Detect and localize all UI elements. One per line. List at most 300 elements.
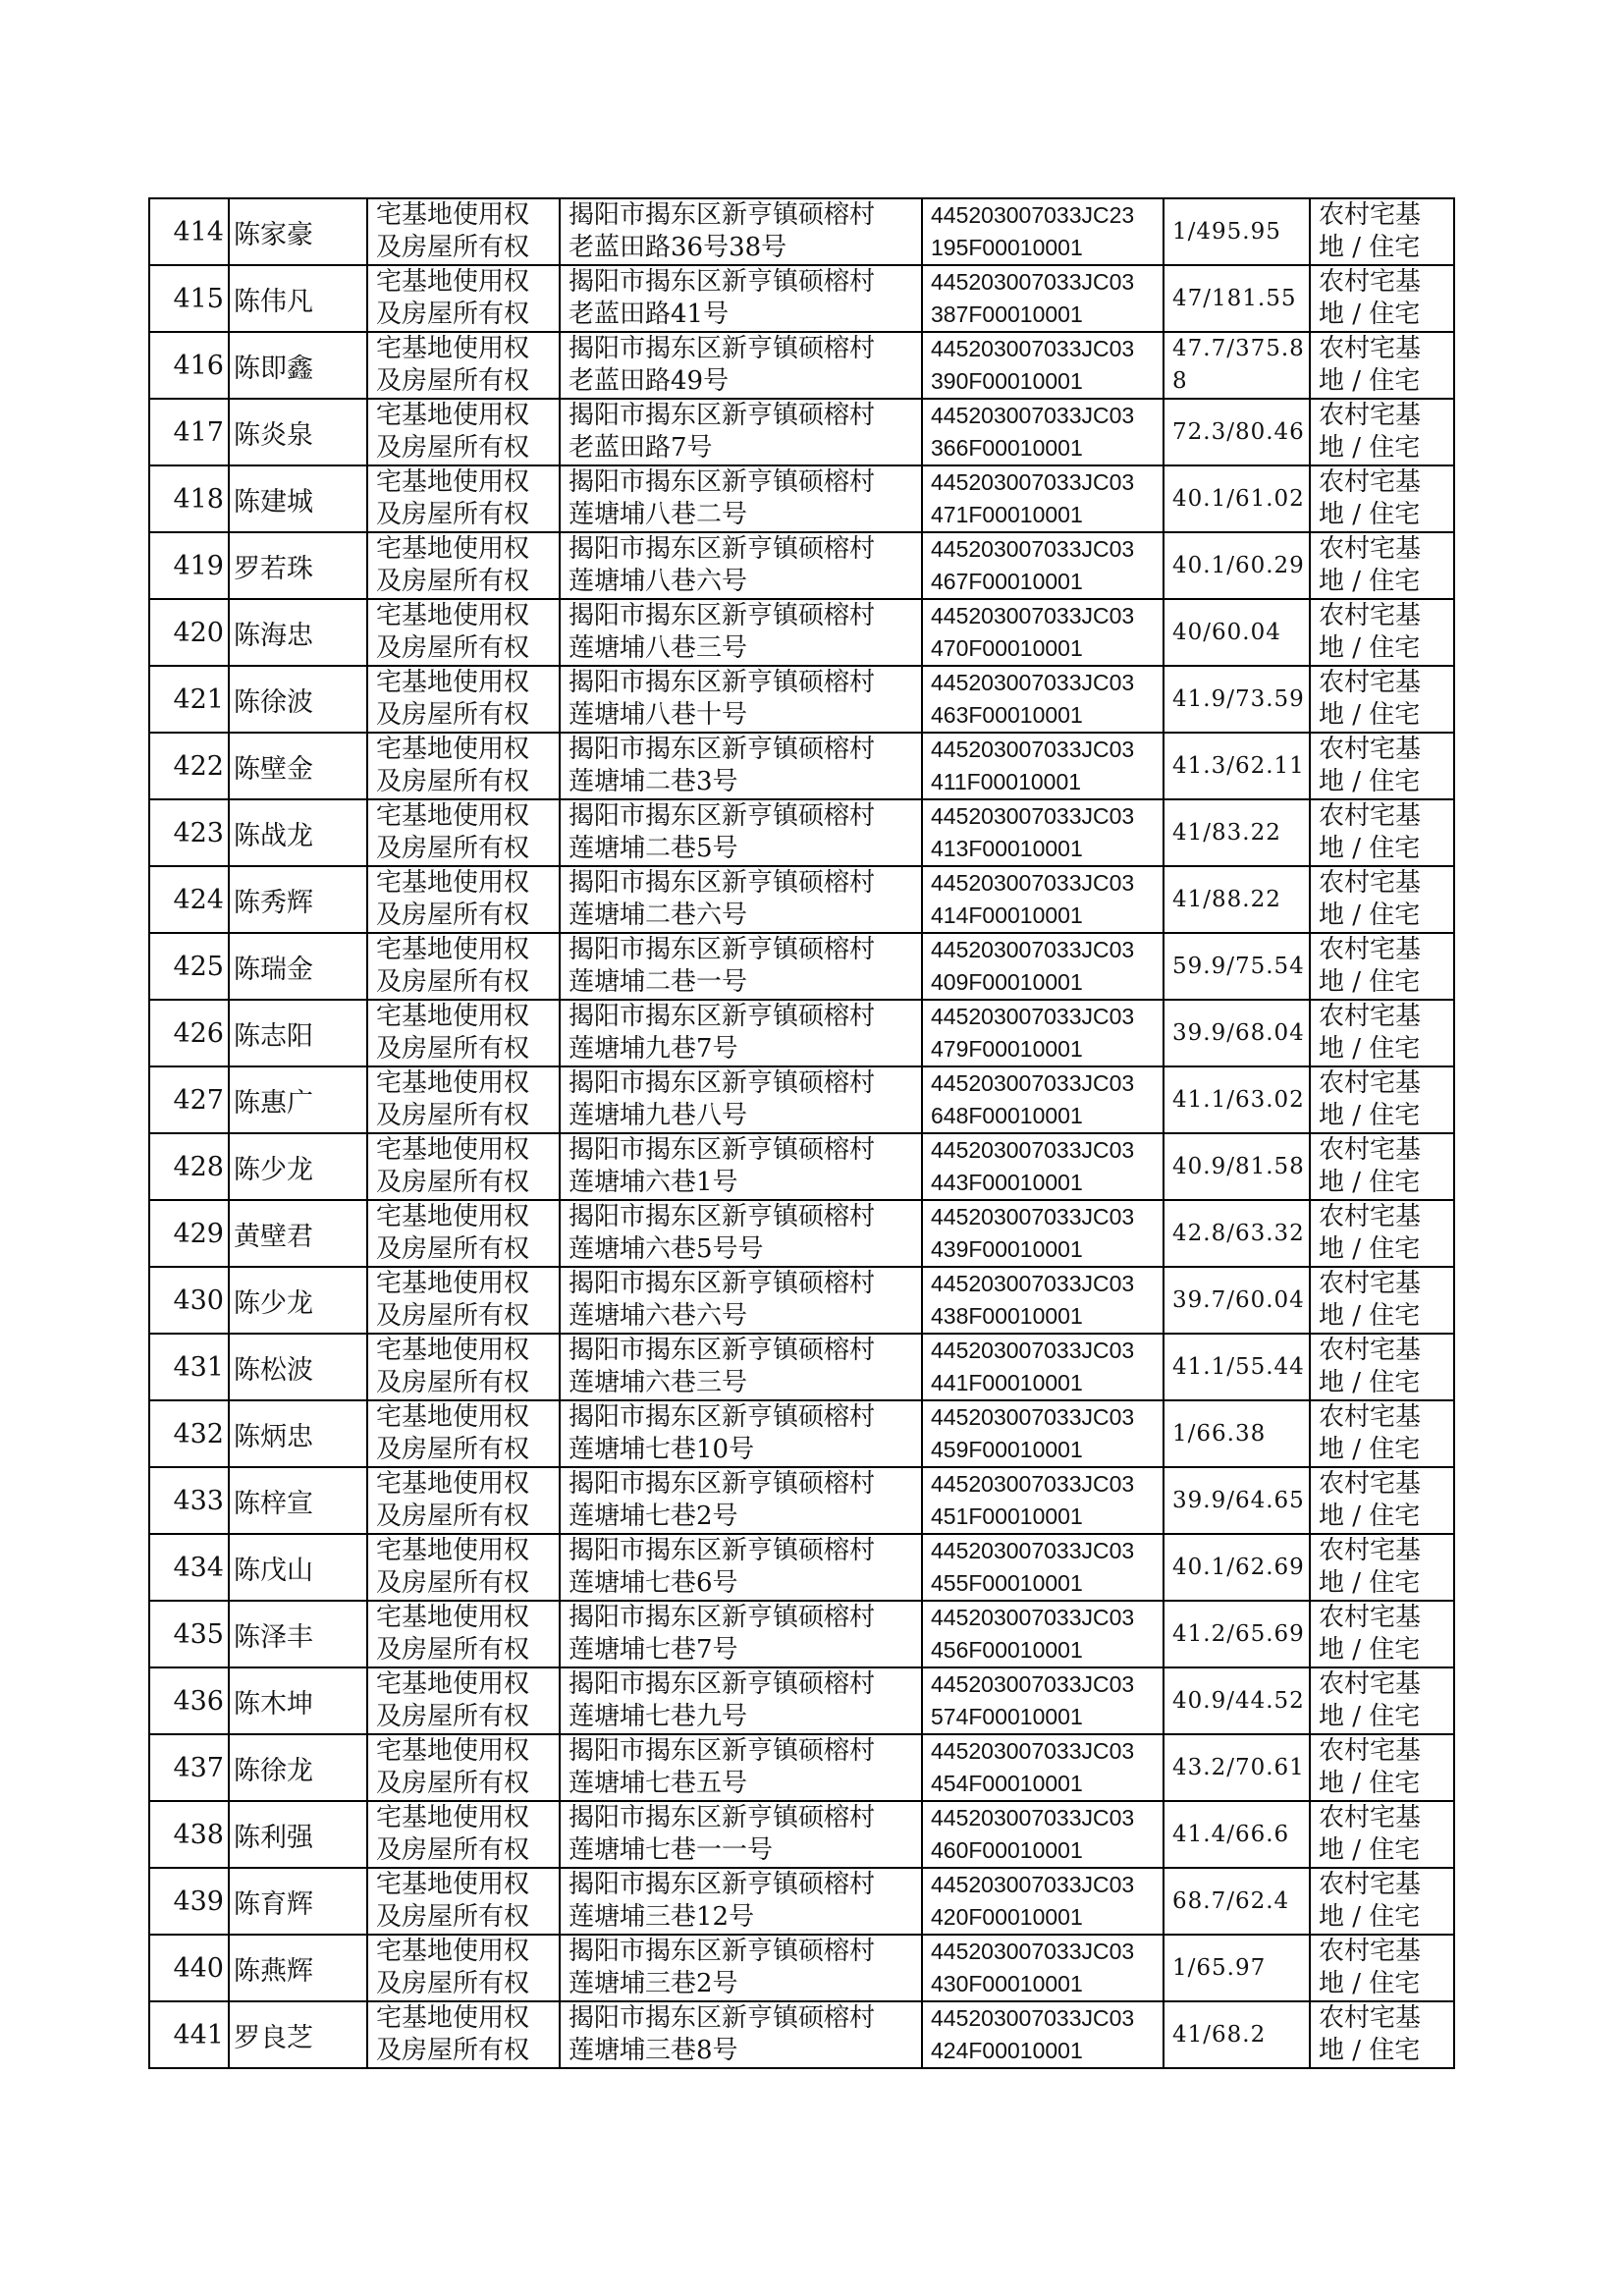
area-value bbox=[1164, 1935, 1310, 2001]
table-row bbox=[149, 465, 1454, 532]
row-number: 432 bbox=[149, 1400, 229, 1467]
property-address bbox=[560, 198, 922, 265]
area-text: 40.9/81.58 bbox=[1172, 1153, 1305, 1179]
land-use-line: 地 / 住宅 bbox=[1319, 1301, 1421, 1331]
land-use bbox=[1310, 1267, 1454, 1334]
unit-code-line: 445203007033JC03 bbox=[931, 1605, 1135, 1630]
address-line: 揭阳市揭东区新亨镇硕榕村 bbox=[568, 1536, 876, 1565]
area-value bbox=[1164, 1400, 1310, 1467]
address-line: 莲塘埔六巷三号 bbox=[568, 1368, 748, 1397]
address-line: 揭阳市揭东区新亨镇硕榕村 bbox=[568, 334, 876, 363]
land-use-line: 农村宅基 bbox=[1319, 1469, 1422, 1499]
right-type-line: 及房屋所有权 bbox=[376, 1034, 530, 1064]
area-text: 41.2/65.69 bbox=[1172, 1620, 1305, 1647]
area-text: 41.9/73.59 bbox=[1172, 685, 1305, 712]
unit-code-line: 445203007033JC03 bbox=[931, 1338, 1135, 1363]
owner-name: 陈育辉 bbox=[229, 1868, 367, 1935]
land-use bbox=[1310, 1935, 1454, 2001]
table-row bbox=[149, 332, 1454, 399]
row-number: 437 bbox=[149, 1734, 229, 1801]
unit-code-line: 445203007033JC03 bbox=[931, 603, 1135, 628]
address-line: 莲塘埔三巷2号 bbox=[568, 1969, 738, 1998]
row-number: 436 bbox=[149, 1667, 229, 1734]
right-type bbox=[367, 2001, 560, 2068]
owner-name: 陈壁金 bbox=[229, 733, 367, 799]
address-line: 揭阳市揭东区新亨镇硕榕村 bbox=[568, 1603, 876, 1632]
unit-code bbox=[922, 1667, 1164, 1734]
area-text: 42.8/63.32 bbox=[1172, 1220, 1305, 1246]
land-use-line: 地 / 住宅 bbox=[1319, 1234, 1421, 1264]
address-line: 揭阳市揭东区新亨镇硕榕村 bbox=[568, 1068, 876, 1098]
property-address bbox=[560, 1400, 922, 1467]
table-row bbox=[149, 1801, 1454, 1868]
area-text: 41.4/66.6 bbox=[1172, 1821, 1290, 1847]
area-value bbox=[1164, 933, 1310, 1000]
row-number: 427 bbox=[149, 1066, 229, 1133]
area-text: 43.2/70.61 bbox=[1172, 1754, 1305, 1780]
right-type-line: 及房屋所有权 bbox=[376, 300, 530, 329]
land-use-line: 农村宅基 bbox=[1319, 601, 1422, 630]
land-use-line: 农村宅基 bbox=[1319, 1202, 1422, 1231]
owner-name: 罗若珠 bbox=[229, 532, 367, 599]
address-line: 揭阳市揭东区新亨镇硕榕村 bbox=[568, 1402, 876, 1432]
right-type bbox=[367, 933, 560, 1000]
property-address bbox=[560, 332, 922, 399]
land-use-line: 地 / 住宅 bbox=[1319, 1969, 1421, 1998]
address-line: 揭阳市揭东区新亨镇硕榕村 bbox=[568, 1937, 876, 1966]
unit-code-line: 420F00010001 bbox=[931, 1904, 1083, 1930]
address-line: 揭阳市揭东区新亨镇硕榕村 bbox=[568, 1669, 876, 1699]
address-line: 揭阳市揭东区新亨镇硕榕村 bbox=[568, 1269, 876, 1298]
right-type bbox=[367, 666, 560, 733]
address-line: 莲塘埔八巷三号 bbox=[568, 633, 748, 663]
address-line: 揭阳市揭东区新亨镇硕榕村 bbox=[568, 1336, 876, 1365]
address-line: 揭阳市揭东区新亨镇硕榕村 bbox=[568, 601, 876, 630]
property-address bbox=[560, 1868, 922, 1935]
right-type-line: 宅基地使用权 bbox=[376, 1870, 530, 1899]
table-body bbox=[149, 198, 1454, 2068]
property-address bbox=[560, 1667, 922, 1734]
right-type bbox=[367, 1734, 560, 1801]
address-line: 揭阳市揭东区新亨镇硕榕村 bbox=[568, 1002, 876, 1031]
owner-name: 陈海忠 bbox=[229, 599, 367, 666]
land-use-line: 地 / 住宅 bbox=[1319, 1568, 1421, 1598]
address-line: 莲塘埔七巷2号 bbox=[568, 1502, 738, 1531]
right-type-line: 宅基地使用权 bbox=[376, 1803, 530, 1832]
right-type-line: 宅基地使用权 bbox=[376, 868, 530, 898]
unit-code-line: 445203007033JC03 bbox=[931, 403, 1135, 428]
right-type-line: 宅基地使用权 bbox=[376, 2003, 530, 2033]
row-number: 431 bbox=[149, 1334, 229, 1400]
land-use-line: 农村宅基 bbox=[1319, 200, 1422, 230]
address-line: 揭阳市揭东区新亨镇硕榕村 bbox=[568, 401, 876, 430]
land-use-line: 农村宅基 bbox=[1319, 668, 1422, 697]
owner-name: 陈燕辉 bbox=[229, 1935, 367, 2001]
right-type-line: 及房屋所有权 bbox=[376, 366, 530, 396]
owner-name: 黄壁君 bbox=[229, 1200, 367, 1267]
right-type-line: 宅基地使用权 bbox=[376, 1336, 530, 1365]
land-use bbox=[1310, 733, 1454, 799]
unit-code-line: 445203007033JC03 bbox=[931, 1738, 1135, 1764]
owner-name: 陈泽丰 bbox=[229, 1601, 367, 1667]
area-text: 47/181.55 bbox=[1172, 285, 1297, 311]
table-row bbox=[149, 1467, 1454, 1534]
land-use-line: 地 / 住宅 bbox=[1319, 834, 1421, 863]
owner-name: 陈建城 bbox=[229, 465, 367, 532]
right-type bbox=[367, 1801, 560, 1868]
unit-code bbox=[922, 1200, 1164, 1267]
right-type-line: 及房屋所有权 bbox=[376, 1902, 530, 1932]
right-type-line: 及房屋所有权 bbox=[376, 2036, 530, 2065]
right-type bbox=[367, 733, 560, 799]
right-type-line: 及房屋所有权 bbox=[376, 834, 530, 863]
row-number: 426 bbox=[149, 1000, 229, 1066]
owner-name: 陈徐龙 bbox=[229, 1734, 367, 1801]
unit-code-line: 445203007033JC03 bbox=[931, 2005, 1135, 2031]
unit-code bbox=[922, 1601, 1164, 1667]
area-value bbox=[1164, 666, 1310, 733]
property-address bbox=[560, 599, 922, 666]
area-text: 39.9/64.65 bbox=[1172, 1487, 1305, 1513]
land-use bbox=[1310, 332, 1454, 399]
owner-name: 陈木坤 bbox=[229, 1667, 367, 1734]
address-line: 揭阳市揭东区新亨镇硕榕村 bbox=[568, 1736, 876, 1766]
unit-code-line: 574F00010001 bbox=[931, 1704, 1083, 1729]
row-number: 423 bbox=[149, 799, 229, 866]
land-use-line: 农村宅基 bbox=[1319, 868, 1422, 898]
right-type-line: 宅基地使用权 bbox=[376, 668, 530, 697]
address-line: 老蓝田路7号 bbox=[568, 433, 713, 463]
right-type-line: 宅基地使用权 bbox=[376, 1202, 530, 1231]
owner-name: 陈徐波 bbox=[229, 666, 367, 733]
address-line: 揭阳市揭东区新亨镇硕榕村 bbox=[568, 467, 876, 497]
land-use bbox=[1310, 399, 1454, 465]
table-row bbox=[149, 198, 1454, 265]
land-use-line: 地 / 住宅 bbox=[1319, 500, 1421, 529]
table-row bbox=[149, 1000, 1454, 1066]
area-text: 39.7/60.04 bbox=[1172, 1286, 1305, 1313]
table-row bbox=[149, 1267, 1454, 1334]
land-use bbox=[1310, 1066, 1454, 1133]
address-line: 莲塘埔七巷九号 bbox=[568, 1702, 748, 1731]
row-number: 440 bbox=[149, 1935, 229, 2001]
right-type-line: 及房屋所有权 bbox=[376, 433, 530, 463]
right-type bbox=[367, 399, 560, 465]
unit-code-line: 439F00010001 bbox=[931, 1236, 1083, 1262]
area-value bbox=[1164, 1133, 1310, 1200]
table-row bbox=[149, 532, 1454, 599]
area-value bbox=[1164, 1467, 1310, 1534]
area-value bbox=[1164, 2001, 1310, 2068]
area-text: 40.9/44.52 bbox=[1172, 1687, 1305, 1714]
land-use bbox=[1310, 1534, 1454, 1601]
land-use-line: 地 / 住宅 bbox=[1319, 233, 1421, 262]
area-value bbox=[1164, 399, 1310, 465]
right-type-line: 宅基地使用权 bbox=[376, 1469, 530, 1499]
area-value bbox=[1164, 1734, 1310, 1801]
address-line: 老蓝田路41号 bbox=[568, 300, 730, 329]
owner-name: 陈利强 bbox=[229, 1801, 367, 1868]
address-line: 莲塘埔二巷3号 bbox=[568, 767, 738, 796]
table-row bbox=[149, 265, 1454, 332]
property-address bbox=[560, 799, 922, 866]
unit-code-line: 445203007033JC03 bbox=[931, 1137, 1135, 1163]
right-type-line: 及房屋所有权 bbox=[376, 1702, 530, 1731]
land-use bbox=[1310, 933, 1454, 1000]
land-use bbox=[1310, 465, 1454, 532]
unit-code-line: 445203007033JC03 bbox=[931, 336, 1135, 361]
row-number: 420 bbox=[149, 599, 229, 666]
address-line: 揭阳市揭东区新亨镇硕榕村 bbox=[568, 267, 876, 297]
right-type-line: 及房屋所有权 bbox=[376, 1168, 530, 1197]
right-type-line: 及房屋所有权 bbox=[376, 1368, 530, 1397]
unit-code bbox=[922, 332, 1164, 399]
address-line: 莲塘埔二巷六号 bbox=[568, 901, 748, 930]
area-value bbox=[1164, 1868, 1310, 1935]
land-use-line: 地 / 住宅 bbox=[1319, 1368, 1421, 1397]
unit-code-line: 438F00010001 bbox=[931, 1303, 1083, 1329]
right-type bbox=[367, 1467, 560, 1534]
unit-code bbox=[922, 399, 1164, 465]
unit-code-line: 445203007033JC23 bbox=[931, 202, 1135, 228]
unit-code bbox=[922, 1534, 1164, 1601]
address-line: 揭阳市揭东区新亨镇硕榕村 bbox=[568, 1135, 876, 1165]
address-line: 揭阳市揭东区新亨镇硕榕村 bbox=[568, 1803, 876, 1832]
land-use-line: 农村宅基 bbox=[1319, 1135, 1422, 1165]
property-address bbox=[560, 1267, 922, 1334]
land-use-line: 地 / 住宅 bbox=[1319, 1902, 1421, 1932]
property-address bbox=[560, 1601, 922, 1667]
unit-code bbox=[922, 1400, 1164, 1467]
unit-code bbox=[922, 198, 1164, 265]
table-row bbox=[149, 399, 1454, 465]
right-type-line: 宅基地使用权 bbox=[376, 334, 530, 363]
area-text: 41/88.22 bbox=[1172, 886, 1281, 912]
area-value bbox=[1164, 198, 1310, 265]
owner-name: 陈家豪 bbox=[229, 198, 367, 265]
address-line: 老蓝田路36号38号 bbox=[568, 233, 787, 262]
property-address bbox=[560, 933, 922, 1000]
area-text: 41.1/55.44 bbox=[1172, 1353, 1305, 1380]
right-type-line: 及房屋所有权 bbox=[376, 500, 530, 529]
land-use-line: 地 / 住宅 bbox=[1319, 1835, 1421, 1865]
table-row bbox=[149, 933, 1454, 1000]
area-value bbox=[1164, 332, 1310, 399]
land-use-line: 地 / 住宅 bbox=[1319, 2036, 1421, 2065]
land-use bbox=[1310, 1801, 1454, 1868]
owner-name: 陈战龙 bbox=[229, 799, 367, 866]
row-number: 416 bbox=[149, 332, 229, 399]
unit-code bbox=[922, 733, 1164, 799]
land-use-line: 农村宅基 bbox=[1319, 534, 1422, 564]
unit-code-line: 411F00010001 bbox=[931, 769, 1082, 794]
land-use-line: 地 / 住宅 bbox=[1319, 366, 1421, 396]
address-line: 莲塘埔六巷1号 bbox=[568, 1168, 738, 1197]
table-row bbox=[149, 1935, 1454, 2001]
property-address bbox=[560, 666, 922, 733]
unit-code-line: 471F00010001 bbox=[931, 502, 1083, 527]
right-type-line: 宅基地使用权 bbox=[376, 1669, 530, 1699]
unit-code bbox=[922, 933, 1164, 1000]
land-use-line: 地 / 住宅 bbox=[1319, 1702, 1421, 1731]
table-row bbox=[149, 2001, 1454, 2068]
address-line: 莲塘埔二巷5号 bbox=[568, 834, 738, 863]
land-use-line: 农村宅基 bbox=[1319, 1536, 1422, 1565]
table-row bbox=[149, 1400, 1454, 1467]
unit-code-line: 409F00010001 bbox=[931, 969, 1083, 995]
table-row bbox=[149, 1868, 1454, 1935]
owner-name: 陈志阳 bbox=[229, 1000, 367, 1066]
land-use bbox=[1310, 198, 1454, 265]
land-use-line: 农村宅基 bbox=[1319, 2003, 1422, 2033]
area-value bbox=[1164, 1200, 1310, 1267]
unit-code-line: 479F00010001 bbox=[931, 1036, 1083, 1062]
unit-code bbox=[922, 1734, 1164, 1801]
land-use-line: 农村宅基 bbox=[1319, 1803, 1422, 1832]
row-number: 441 bbox=[149, 2001, 229, 2068]
address-line: 莲塘埔三巷8号 bbox=[568, 2036, 738, 2065]
land-use bbox=[1310, 1868, 1454, 1935]
property-address bbox=[560, 465, 922, 532]
area-text: 1/66.38 bbox=[1172, 1420, 1267, 1447]
area-value bbox=[1164, 1267, 1310, 1334]
unit-code bbox=[922, 1935, 1164, 2001]
right-type-line: 宅基地使用权 bbox=[376, 601, 530, 630]
table-row bbox=[149, 1667, 1454, 1734]
unit-code-line: 459F00010001 bbox=[931, 1437, 1083, 1462]
registry-table bbox=[148, 197, 1455, 2069]
row-number: 419 bbox=[149, 532, 229, 599]
owner-name: 陈瑞金 bbox=[229, 933, 367, 1000]
land-use-line: 农村宅基 bbox=[1319, 935, 1422, 964]
right-type bbox=[367, 1534, 560, 1601]
owner-name: 陈秀辉 bbox=[229, 866, 367, 933]
land-use-line: 农村宅基 bbox=[1319, 735, 1422, 764]
row-number: 438 bbox=[149, 1801, 229, 1868]
right-type-line: 宅基地使用权 bbox=[376, 935, 530, 964]
unit-code-line: 445203007033JC03 bbox=[931, 1538, 1135, 1563]
table-row bbox=[149, 733, 1454, 799]
right-type-line: 宅基地使用权 bbox=[376, 467, 530, 497]
right-type-line: 宅基地使用权 bbox=[376, 1068, 530, 1098]
land-use-line: 地 / 住宅 bbox=[1319, 1502, 1421, 1531]
property-address bbox=[560, 1000, 922, 1066]
address-line: 莲塘埔七巷7号 bbox=[568, 1635, 738, 1665]
area-value bbox=[1164, 866, 1310, 933]
unit-code-line: 445203007033JC03 bbox=[931, 1004, 1135, 1029]
address-line: 莲塘埔九巷八号 bbox=[568, 1101, 748, 1130]
area-text: 41.3/62.11 bbox=[1172, 752, 1305, 779]
land-use-line: 地 / 住宅 bbox=[1319, 300, 1421, 329]
unit-code-line: 445203007033JC03 bbox=[931, 469, 1135, 495]
unit-code bbox=[922, 1066, 1164, 1133]
address-line: 莲塘埔六巷5号号 bbox=[568, 1234, 764, 1264]
land-use bbox=[1310, 2001, 1454, 2068]
right-type-line: 宅基地使用权 bbox=[376, 200, 530, 230]
land-use bbox=[1310, 599, 1454, 666]
right-type bbox=[367, 599, 560, 666]
land-use-line: 地 / 住宅 bbox=[1319, 1635, 1421, 1665]
unit-code-line: 445203007033JC03 bbox=[931, 803, 1135, 829]
unit-code-line: 445203007033JC03 bbox=[931, 870, 1135, 896]
unit-code-line: 441F00010001 bbox=[931, 1370, 1083, 1395]
table-row bbox=[149, 1200, 1454, 1267]
area-value bbox=[1164, 599, 1310, 666]
table-row bbox=[149, 866, 1454, 933]
row-number: 425 bbox=[149, 933, 229, 1000]
unit-code-line: 445203007033JC03 bbox=[931, 937, 1135, 962]
unit-code-line: 463F00010001 bbox=[931, 702, 1083, 728]
right-type-line: 及房屋所有权 bbox=[376, 1301, 530, 1331]
unit-code bbox=[922, 265, 1164, 332]
area-text: 59.9/75.54 bbox=[1172, 953, 1305, 979]
area-value bbox=[1164, 1601, 1310, 1667]
right-type-line: 及房屋所有权 bbox=[376, 1635, 530, 1665]
unit-code-line: 445203007033JC03 bbox=[931, 1939, 1135, 1964]
owner-name: 罗良芝 bbox=[229, 2001, 367, 2068]
address-line: 揭阳市揭东区新亨镇硕榕村 bbox=[568, 935, 876, 964]
land-use-line: 地 / 住宅 bbox=[1319, 1769, 1421, 1798]
right-type-line: 宅基地使用权 bbox=[376, 534, 530, 564]
land-use-line: 地 / 住宅 bbox=[1319, 1101, 1421, 1130]
right-type bbox=[367, 465, 560, 532]
right-type bbox=[367, 198, 560, 265]
unit-code-line: 454F00010001 bbox=[931, 1771, 1083, 1796]
row-number: 429 bbox=[149, 1200, 229, 1267]
land-use-line: 农村宅基 bbox=[1319, 1068, 1422, 1098]
owner-name: 陈松波 bbox=[229, 1334, 367, 1400]
unit-code-line: 445203007033JC03 bbox=[931, 670, 1135, 695]
property-address bbox=[560, 399, 922, 465]
right-type-line: 及房屋所有权 bbox=[376, 1234, 530, 1264]
land-use-line: 农村宅基 bbox=[1319, 467, 1422, 497]
land-use bbox=[1310, 1200, 1454, 1267]
owner-name: 陈即鑫 bbox=[229, 332, 367, 399]
unit-code bbox=[922, 1000, 1164, 1066]
unit-code-line: 445203007033JC03 bbox=[931, 536, 1135, 562]
row-number: 418 bbox=[149, 465, 229, 532]
right-type-line: 及房屋所有权 bbox=[376, 1435, 530, 1464]
table-row bbox=[149, 1734, 1454, 1801]
property-address bbox=[560, 1734, 922, 1801]
property-address bbox=[560, 1467, 922, 1534]
owner-name: 陈少龙 bbox=[229, 1267, 367, 1334]
area-value bbox=[1164, 265, 1310, 332]
unit-code bbox=[922, 866, 1164, 933]
address-line: 揭阳市揭东区新亨镇硕榕村 bbox=[568, 534, 876, 564]
right-type-line: 及房屋所有权 bbox=[376, 967, 530, 997]
right-type bbox=[367, 1935, 560, 2001]
land-use-line: 地 / 住宅 bbox=[1319, 1435, 1421, 1464]
land-use bbox=[1310, 866, 1454, 933]
land-use-line: 农村宅基 bbox=[1319, 1336, 1422, 1365]
right-type bbox=[367, 1400, 560, 1467]
owner-name: 陈炳忠 bbox=[229, 1400, 367, 1467]
right-type-line: 及房屋所有权 bbox=[376, 1969, 530, 1998]
property-address bbox=[560, 1534, 922, 1601]
right-type-line: 宅基地使用权 bbox=[376, 1736, 530, 1766]
unit-code-line: 195F00010001 bbox=[931, 235, 1083, 260]
land-use bbox=[1310, 532, 1454, 599]
right-type-line: 及房屋所有权 bbox=[376, 567, 530, 596]
right-type bbox=[367, 1267, 560, 1334]
area-value bbox=[1164, 733, 1310, 799]
land-use bbox=[1310, 1467, 1454, 1534]
unit-code bbox=[922, 2001, 1164, 2068]
unit-code bbox=[922, 1868, 1164, 1935]
land-use-line: 农村宅基 bbox=[1319, 334, 1422, 363]
right-type-line: 宅基地使用权 bbox=[376, 1135, 530, 1165]
